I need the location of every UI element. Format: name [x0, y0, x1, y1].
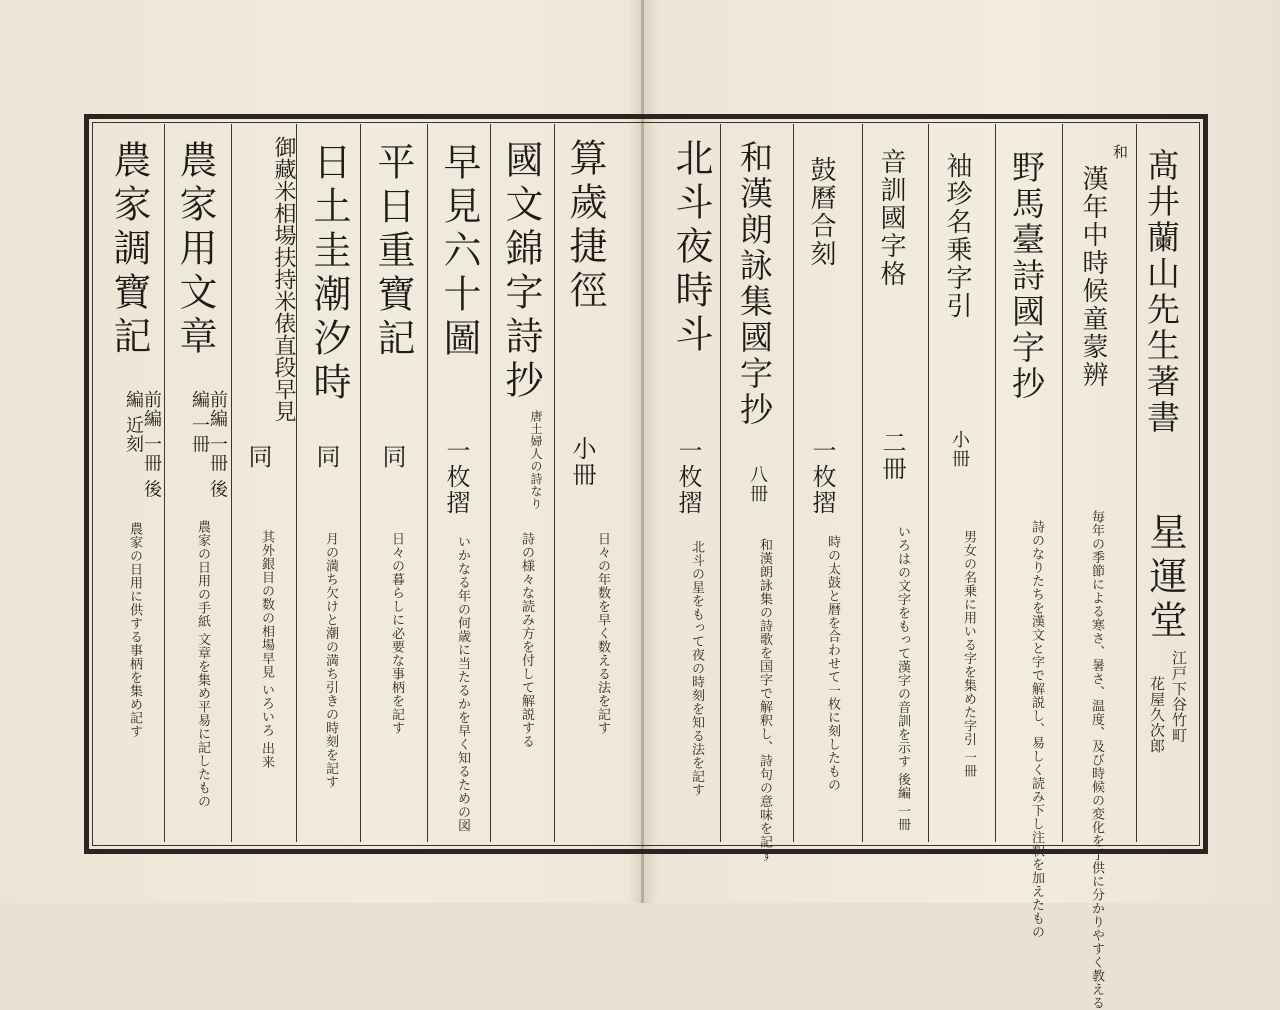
entry-title: 和漢朗詠集國字抄 — [735, 140, 774, 428]
entry-ruby: 唐土婦人の詩なり — [529, 410, 543, 510]
entry-format: 同 — [312, 444, 340, 470]
entry-note: 月の満ち欠けと潮の満ち引きの時刻を記す — [323, 532, 338, 789]
publisher-address: 江戸下谷竹町 — [1170, 650, 1188, 743]
entry-title: 袖珍名乗字引 — [942, 152, 972, 320]
publisher-name: 星運堂 — [1143, 512, 1187, 644]
entry-note: 北斗の星をもって夜の時刻を知る法を記す — [689, 540, 704, 797]
entry-format: 一枚摺 — [442, 438, 470, 516]
author-heading: 髙井蘭山先生著書 — [1142, 148, 1181, 436]
entry-note: 毎年の季節による寒さ、暑さ、温度、及び時候の変化を子供に分かりやすく教える — [1089, 510, 1104, 1010]
entry-note: 和漢朗詠集の詩歌を国字で解釈し、詩句の意味を記す — [757, 538, 772, 862]
entry-note: 其外銀目の数の相場早見 いろいろ 出来 — [259, 530, 274, 769]
entry-format: 同 — [244, 444, 272, 470]
entry-title: 國文錦字詩抄 — [499, 140, 543, 404]
entry-title: 野馬臺詩國字抄 — [1007, 150, 1046, 402]
entry-format: 前編 一冊 後編 近刻 — [123, 390, 162, 499]
entry-ruby: 和 — [1111, 144, 1129, 159]
entry-note: 農家の日用に供する事柄を集め記す — [127, 522, 142, 738]
entry-format: 同 — [378, 444, 406, 470]
entry-note: 男女の名乗に用いる字を集めた字引 一冊 — [961, 530, 976, 778]
entry-format: 一枚摺 — [674, 438, 702, 516]
entry-format: 二冊 — [878, 430, 906, 482]
publisher-person: 花屋久次郎 — [1148, 676, 1166, 754]
entry-title: 農家用文章 — [173, 140, 217, 360]
entry-format: 小冊 — [568, 436, 596, 488]
entry-title: 北斗夜時斗 — [669, 138, 713, 358]
entry-format: 小冊 — [949, 430, 970, 468]
entry-note: 詩のなりたちを漢文と字で解説し、易しく読み下し注釈を加えたもの — [1029, 520, 1044, 939]
entry-title: 鼓曆合刻 — [806, 156, 836, 268]
entry-note: 日々の年数を早く数える法を記す — [595, 532, 610, 735]
entry-format: 八冊 — [747, 465, 768, 503]
entry-format: 前編 一冊 後編 一冊 — [189, 390, 228, 499]
entry-title: 漢年中時候童蒙辨 — [1078, 165, 1108, 389]
entry-format: 一枚摺 — [808, 438, 836, 516]
entry-note: 日々の暮らしに必要な事柄を記す — [389, 532, 404, 735]
entry-title: 御藏米相場扶持米俵直段早見 — [271, 136, 296, 422]
entry-title: 音訓國字格 — [876, 148, 906, 288]
entry-title: 算歲捷徑 — [563, 138, 607, 314]
entry-note: 農家の日用の手紙 文章を集め平易に記したもの — [195, 520, 210, 809]
entry-note: いろはの文字をもって漢字の音訓を示す 後編 一冊 — [895, 525, 910, 832]
entry-title: 日土圭潮汐時 — [307, 142, 351, 406]
entry-note: 詩の様々な読み方を付して解説する — [519, 532, 534, 748]
entry-note: いかなる年の何歳に当たるかを早く知るための図 — [455, 535, 470, 832]
entry-title: 農家調寶記 — [107, 140, 151, 360]
entry-title: 平日重寶記 — [371, 142, 415, 362]
entry-note: 時の太鼓と暦を合わせて一枚に刻したもの — [825, 535, 840, 792]
entry-title: 早見六十圖 — [437, 142, 481, 362]
